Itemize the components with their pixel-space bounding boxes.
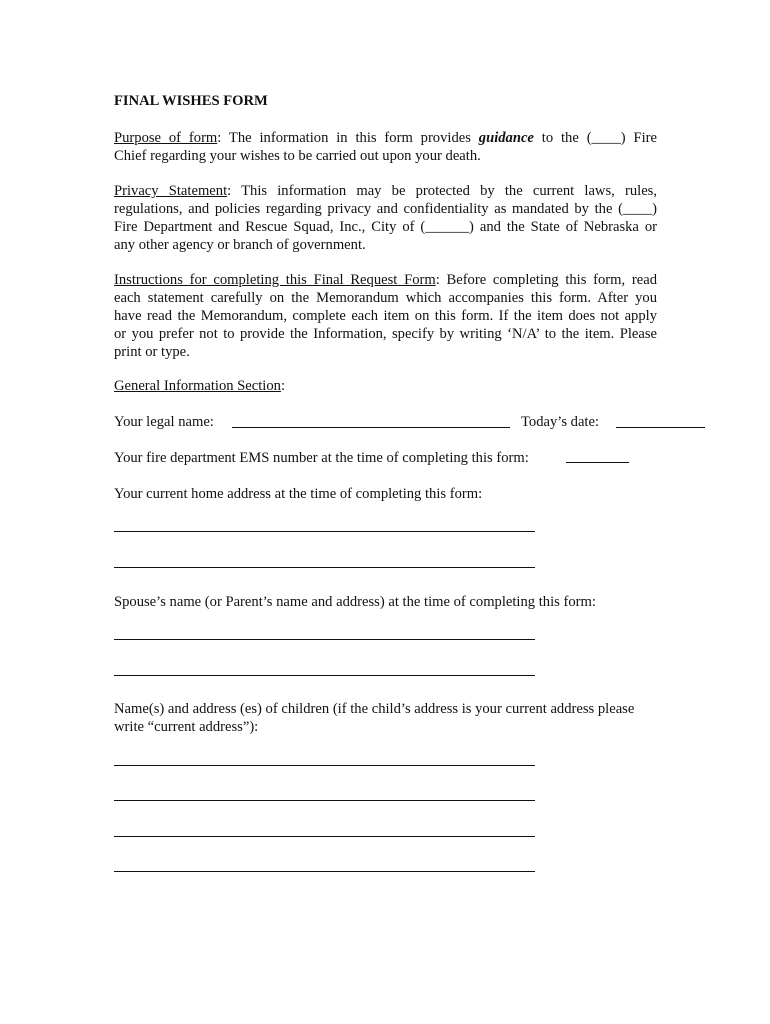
- children-line-3[interactable]: [114, 836, 535, 837]
- home-address-label: Your current home address at the time of completing this form:: [114, 486, 483, 502]
- guidance-emphasis: guidance: [478, 130, 534, 146]
- spouse-label: Spouse’s name (or Parent’s name and address) at the time of completing this form:: [114, 594, 596, 610]
- ems-number-field[interactable]: [566, 462, 629, 463]
- privacy-paragraph: Privacy Statement: This information may be protected by the current laws, rules, regulations, and policies regarding privacy and confidentiality as mandated by the (____) Fire Department and Rescue Squad, Inc., City of (______) and the State of Nebraska or any other agency or branch of government.: [114, 183, 657, 253]
- instructions-paragraph: Instructions for completing this Final Request Form: Before completing this form, read each statement carefully on the Memorandum which accompanies this form. After you have read the Memorandum, complete each item on this form. If the item does not apply or you prefer not to provide the Information, specify by writing ‘N/A’ to the item. Please print or type.: [114, 272, 657, 360]
- ems-number-label: Your fire department EMS number at the time of completing this form:: [114, 450, 529, 466]
- privacy-heading: Privacy Statement: [114, 183, 228, 199]
- instructions-heading: Instructions for completing this Final Request Form: [114, 272, 436, 288]
- todays-date-field[interactable]: [616, 427, 705, 428]
- purpose-heading: Purpose of form: [114, 130, 218, 146]
- todays-date-label: Today’s date:: [521, 414, 600, 430]
- spouse-line-1[interactable]: [114, 639, 535, 640]
- children-line-2[interactable]: [114, 800, 535, 801]
- children-line-4[interactable]: [114, 871, 535, 872]
- children-line-1[interactable]: [114, 765, 535, 766]
- spouse-line-2[interactable]: [114, 675, 535, 676]
- legal-name-field[interactable]: [232, 427, 510, 428]
- children-label-line-1: Name(s) and address (es) of children (if the child’s address is your current address please: [114, 701, 635, 717]
- legal-name-label: Your legal name:: [114, 414, 214, 430]
- home-address-line-2[interactable]: [114, 567, 535, 568]
- general-info-heading: General Information Section:: [114, 378, 286, 394]
- form-title: FINAL WISHES FORM: [114, 93, 268, 109]
- children-label-line-2: write “current address”):: [114, 719, 259, 735]
- home-address-line-1[interactable]: [114, 531, 535, 532]
- purpose-paragraph: Purpose of form: The information in this form provides guidance to the (____) Fire Chief regarding your wishes to be carried out upon your death.: [114, 130, 657, 164]
